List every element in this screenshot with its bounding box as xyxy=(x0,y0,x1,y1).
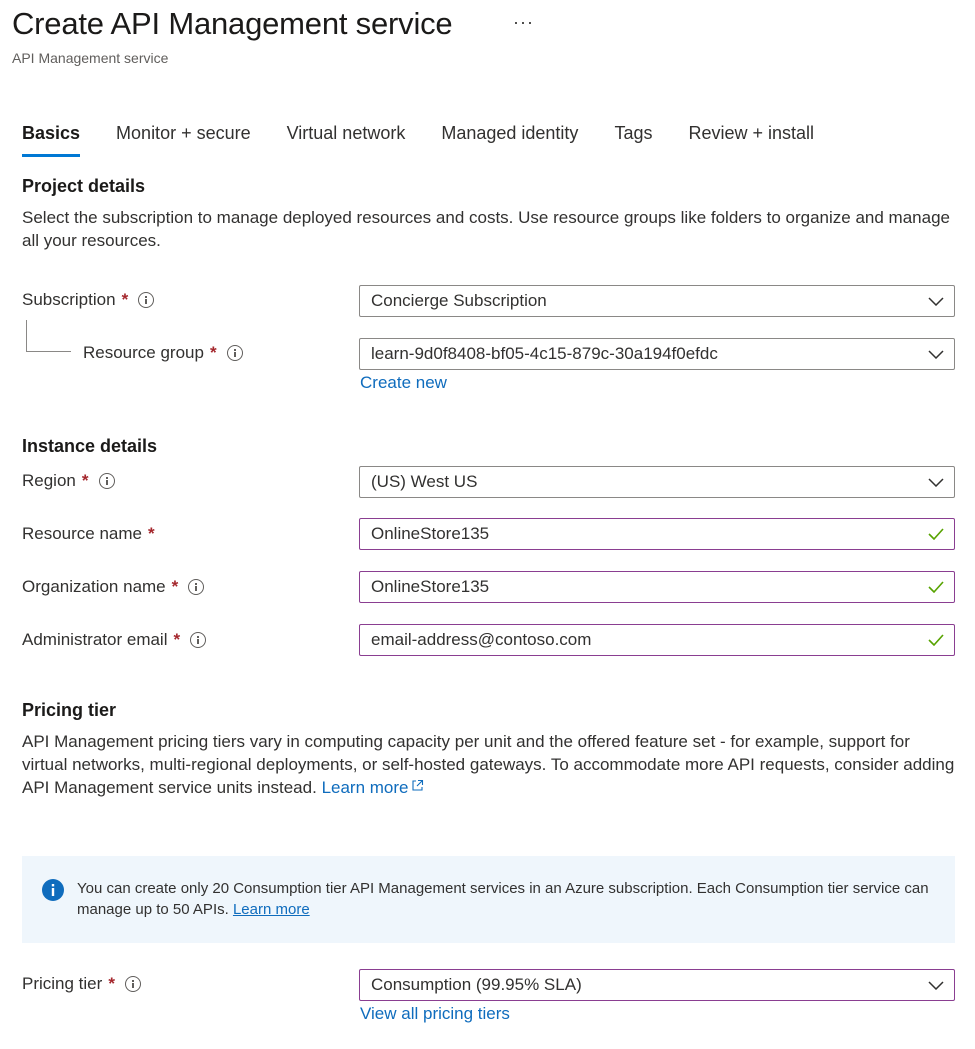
tab-virtual-network[interactable]: Virtual network xyxy=(286,123,406,143)
info-filled-icon xyxy=(42,879,64,901)
subscription-value: Concierge Subscription xyxy=(371,291,547,310)
info-banner-text xyxy=(77,878,935,943)
view-all-pricing-tiers-link[interactable]: View all pricing tiers xyxy=(360,1004,510,1023)
admin-email-label-text: Administrator email xyxy=(22,630,168,649)
required-marker: * xyxy=(108,974,115,993)
admin-email-label xyxy=(22,624,206,656)
resource-name-input[interactable] xyxy=(359,518,955,550)
pricing-tier-label-text: Pricing tier xyxy=(22,974,103,993)
tree-connector xyxy=(26,320,71,352)
pricing-tier-select[interactable] xyxy=(359,969,955,1001)
resource-group-select[interactable] xyxy=(359,338,955,370)
project-details-description: Select the subscription to manage deployed resources and costs. Use resource groups like folders to organize and manage all your resources. xyxy=(22,208,950,250)
page-subtitle: API Management service xyxy=(12,50,169,66)
info-icon[interactable] xyxy=(99,473,115,489)
required-marker: * xyxy=(121,290,129,309)
required-marker: * xyxy=(171,577,179,596)
instance-details-heading: Instance details xyxy=(22,436,158,456)
required-marker: * xyxy=(173,630,181,649)
tab-tags[interactable]: Tags xyxy=(614,123,653,143)
resource-group-label-text: Resource group xyxy=(83,343,204,362)
organization-name-label xyxy=(22,571,204,603)
subscription-label xyxy=(22,284,154,316)
checkmark-icon xyxy=(918,634,954,646)
chevron-down-icon xyxy=(918,297,954,306)
organization-name-value: OnlineStore135 xyxy=(371,577,490,596)
resource-group-label xyxy=(83,337,243,369)
info-icon[interactable] xyxy=(188,579,204,595)
tab-bar xyxy=(22,120,850,158)
chevron-down-icon xyxy=(918,350,954,359)
learn-more-link[interactable] xyxy=(322,778,424,797)
tab-managed-identity[interactable]: Managed identity xyxy=(441,123,579,143)
info-banner xyxy=(22,856,955,943)
info-icon[interactable] xyxy=(125,976,141,992)
chevron-down-icon xyxy=(918,478,954,487)
tab-review-install[interactable]: Review + install xyxy=(688,123,815,143)
tab-basics[interactable]: Basics xyxy=(22,120,80,158)
resource-name-label xyxy=(22,518,155,550)
organization-name-input[interactable] xyxy=(359,571,955,603)
region-value: (US) West US xyxy=(371,472,478,491)
admin-email-input[interactable] xyxy=(359,624,955,656)
page-title: Create API Management service xyxy=(12,6,453,41)
admin-email-value: email-address@contoso.com xyxy=(371,630,592,649)
pricing-tier-description xyxy=(22,730,957,799)
external-link-icon xyxy=(411,779,424,792)
region-label-text: Region xyxy=(22,471,76,490)
info-icon[interactable] xyxy=(138,292,154,308)
info-banner-learn-more-link[interactable]: Learn more xyxy=(232,901,310,918)
subscription-label-text: Subscription xyxy=(22,290,116,309)
pricing-tier-value: Consumption (99.95% SLA) xyxy=(371,975,582,994)
checkmark-icon xyxy=(918,581,954,593)
pricing-tier-heading: Pricing tier xyxy=(22,700,117,720)
resource-name-label-text: Resource name xyxy=(22,524,143,543)
project-details-heading: Project details xyxy=(22,176,146,196)
info-icon[interactable] xyxy=(190,632,206,648)
required-marker: * xyxy=(81,471,89,490)
subscription-select[interactable] xyxy=(359,285,955,317)
required-marker: * xyxy=(148,524,155,543)
tab-monitor-secure[interactable]: Monitor + secure xyxy=(116,123,251,143)
pricing-tier-label xyxy=(22,968,141,1000)
info-banner-message: You can create only 20 Consumption tier API Management services in an Azure subscription. Each Consumption tier service can manage up to 50 APIs. xyxy=(77,880,929,918)
chevron-down-icon xyxy=(918,981,954,990)
required-marker: * xyxy=(209,343,217,362)
region-label xyxy=(22,465,115,497)
info-icon[interactable] xyxy=(227,345,243,361)
checkmark-icon xyxy=(918,528,954,540)
resource-group-value: learn-9d0f8408-bf05-4c15-879c-30a194f0efdc xyxy=(371,344,718,363)
organization-name-label-text: Organization name xyxy=(22,577,166,596)
region-select[interactable] xyxy=(359,466,955,498)
pricing-tier-description-text: API Management pricing tiers vary in computing capacity per unit and the offered feature set - for example, support for virtual networks, multi-regional deployments, or self-hosted gateways. To accommodate more API requests, consider adding API Management service units instead. xyxy=(22,732,955,797)
create-new-link[interactable]: Create new xyxy=(360,373,447,392)
learn-more-text: Learn more xyxy=(321,778,409,797)
more-options-button[interactable]: ··· xyxy=(513,12,534,32)
resource-name-value: OnlineStore135 xyxy=(371,524,490,543)
